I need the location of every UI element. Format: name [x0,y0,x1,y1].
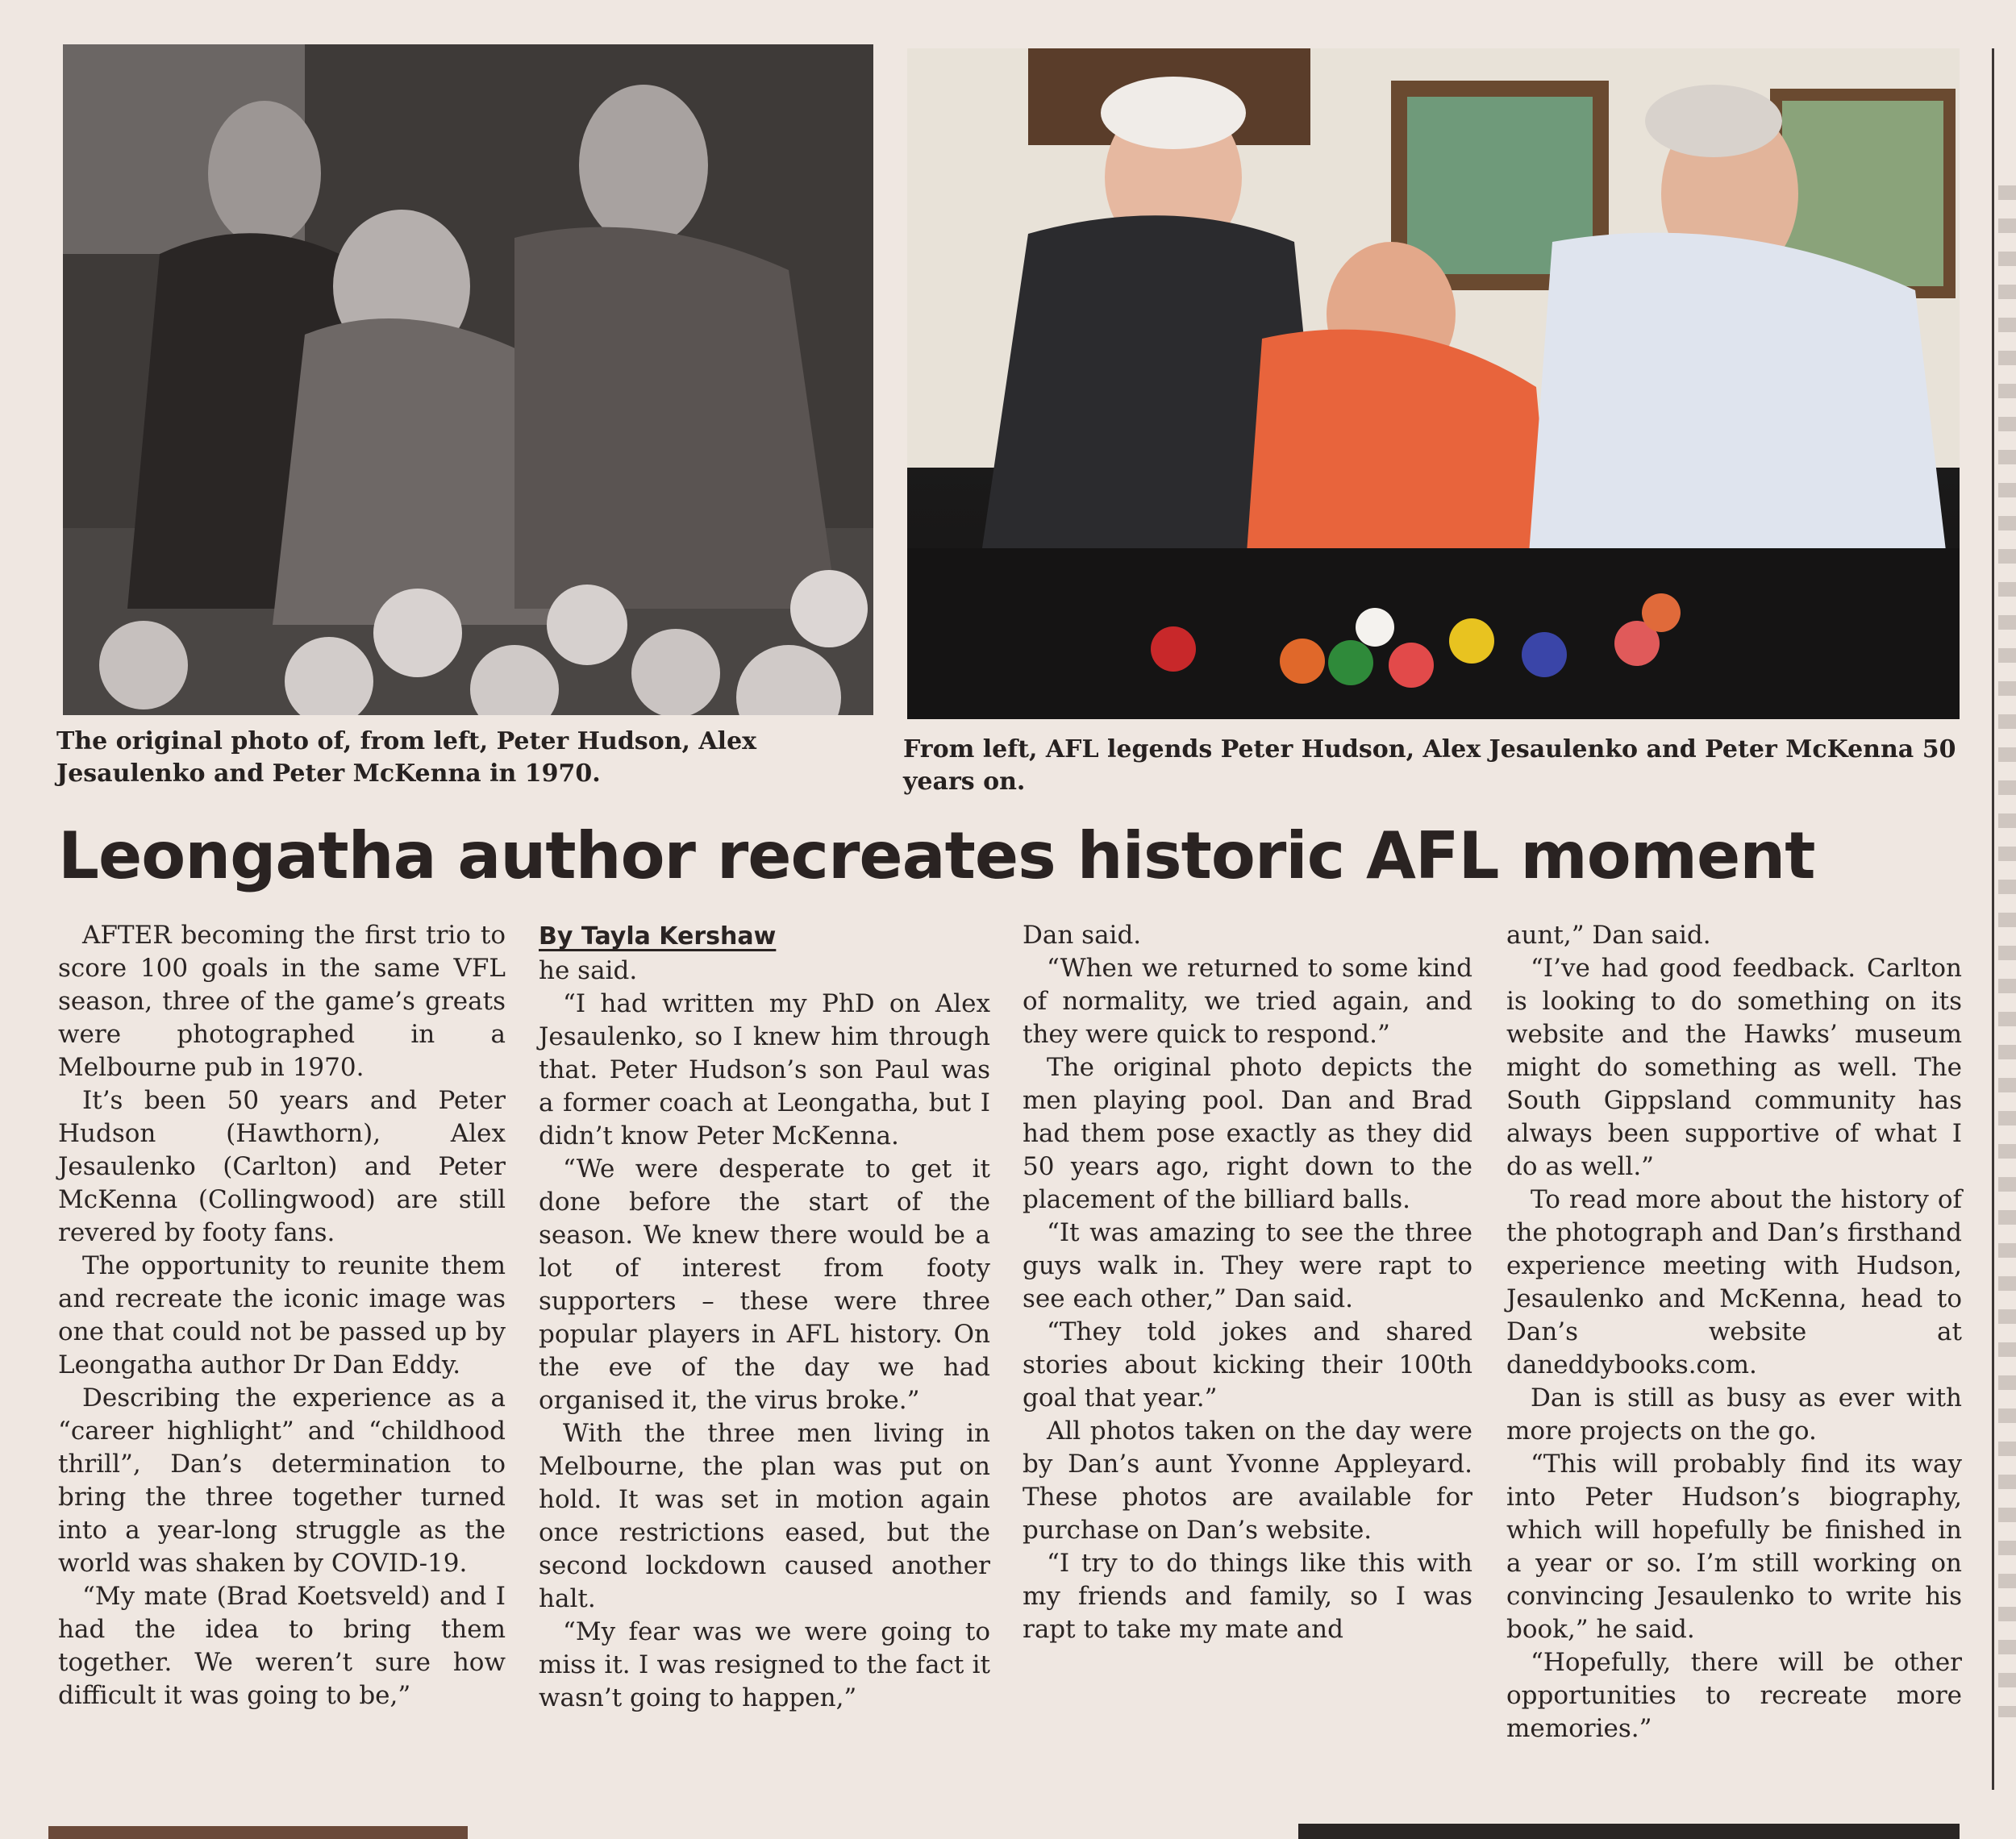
photo-1970-image [63,44,873,715]
paragraph: The original photo depicts the men playing pool. Dan and Brad had them pose exactly as they did 50 years ago, right down to the placement of the billiard balls. [1023,1053,1472,1214]
bottom-image-edge [48,1826,468,1839]
paragraph: “This will probably find its way into Peter Hudson’s biography, which will hopefully be finished in a year or so. I’m still working on convincing Jesaulenko to write his book,” he said. [1506,1450,1962,1644]
article-column-2 [539,919,990,1715]
paragraph: “My fear was we were going to miss it. I was resigned to the fact it wasn’t going to happen,” [539,1617,990,1712]
paragraph: he said. [539,956,638,985]
paragraph: “My mate (Brad Koetsveld) and I had the idea to bring them together. We weren’t sure how difficult it was going to be,” [58,1582,506,1710]
paragraph: “I try to do things like this with my friends and family, so I was rapt to take my mate and [1023,1549,1472,1644]
paragraph: “When we returned to some kind of normality, we tried again, and they were quick to respond.” [1023,954,1472,1049]
paragraph: “Hopefully, there will be other opportunities to recreate more memories.” [1506,1648,1962,1743]
paragraph: All photos taken on the day were by Dan’s aunt Yvonne Appleyard. These photos are available for purchase on Dan’s website. [1023,1417,1472,1545]
article-column-1 [58,919,506,1712]
paragraph: “They told jokes and shared stories about kicking their 100th goal that year.” [1023,1317,1472,1413]
adjacent-article-fragment [1998,185,2016,1717]
paragraph: To read more about the history of the photograph and Dan’s firsthand experience meeting with Hudson, Jesaulenko and McKenna, head to Dan’s website at daneddybooks.com. [1506,1185,1962,1379]
paragraph: “I had written my PhD on Alex Jesaulenko, so I knew him through that. Peter Hudson’s son Paul was a former coach at Leongatha, but I didn’t know Peter McKenna. [539,989,990,1150]
paragraph: Describing the experience as a “career highlight” and “childhood thrill”, Dan’s determination to bring the three together turned into a year-long struggle as the world was shaken by COVID-19. [58,1383,506,1578]
paragraph: “It was amazing to see the three guys walk in. They were rapt to see each other,” Dan said. [1023,1218,1472,1313]
paragraph: “I’ve had good feedback. Carlton is looking to do something on its website and the Hawks’ museum might do something as well. The South Gippsland community has always been supportive of what I do as well.” [1506,954,1962,1181]
photo-2020-recreation [907,48,1960,719]
paragraph: Dan said. [1023,921,1142,950]
paragraph: aunt,” Dan said. [1506,921,1711,950]
article-column-4 [1506,919,1962,1745]
paragraph: AFTER becoming the first trio to score 100 goals in the same VFL season, three of the game’s greats were photographed in a Melbourne pub in 1970. [58,921,506,1082]
column-divider-rule [1992,48,1994,1790]
paragraph: With the three men living in Melbourne, the plan was put on hold. It was set in motion again once restrictions eased, but the second lockdown caused another halt. [539,1419,990,1613]
caption-original-photo: The original photo of, from left, Peter Hudson, Alex Jesaulenko and Peter McKenna in 1970. [56,727,757,788]
caption-recreated-photo: From left, AFL legends Peter Hudson, Alex Jesaulenko and Peter McKenna 50 years on. [903,735,1956,796]
paragraph: “We were desperate to get it done before the start of the season. We knew there would be a lot of interest from footy supporters – these were three popular players in AFL history. On the eve of the day we had organised it, the virus broke.” [539,1155,990,1415]
article-byline: By Tayla Kershaw [539,922,777,951]
article-headline: Leongatha author recreates historic AFL moment [58,818,1815,893]
paragraph: Dan is still as busy as ever with more projects on the go. [1506,1383,1962,1446]
photo-1970-original [63,44,873,715]
photo-2020-image [907,48,1960,719]
paragraph: The opportunity to reunite them and recreate the iconic image was one that could not be passed up by Leongatha author Dr Dan Eddy. [58,1251,506,1379]
paragraph: It’s been 50 years and Peter Hudson (Hawthorn), Alex Jesaulenko (Carlton) and Peter McKenna (Collingwood) are still revered by footy fans. [58,1086,506,1247]
bottom-rule [1298,1824,1960,1839]
article-column-3 [1023,919,1472,1646]
